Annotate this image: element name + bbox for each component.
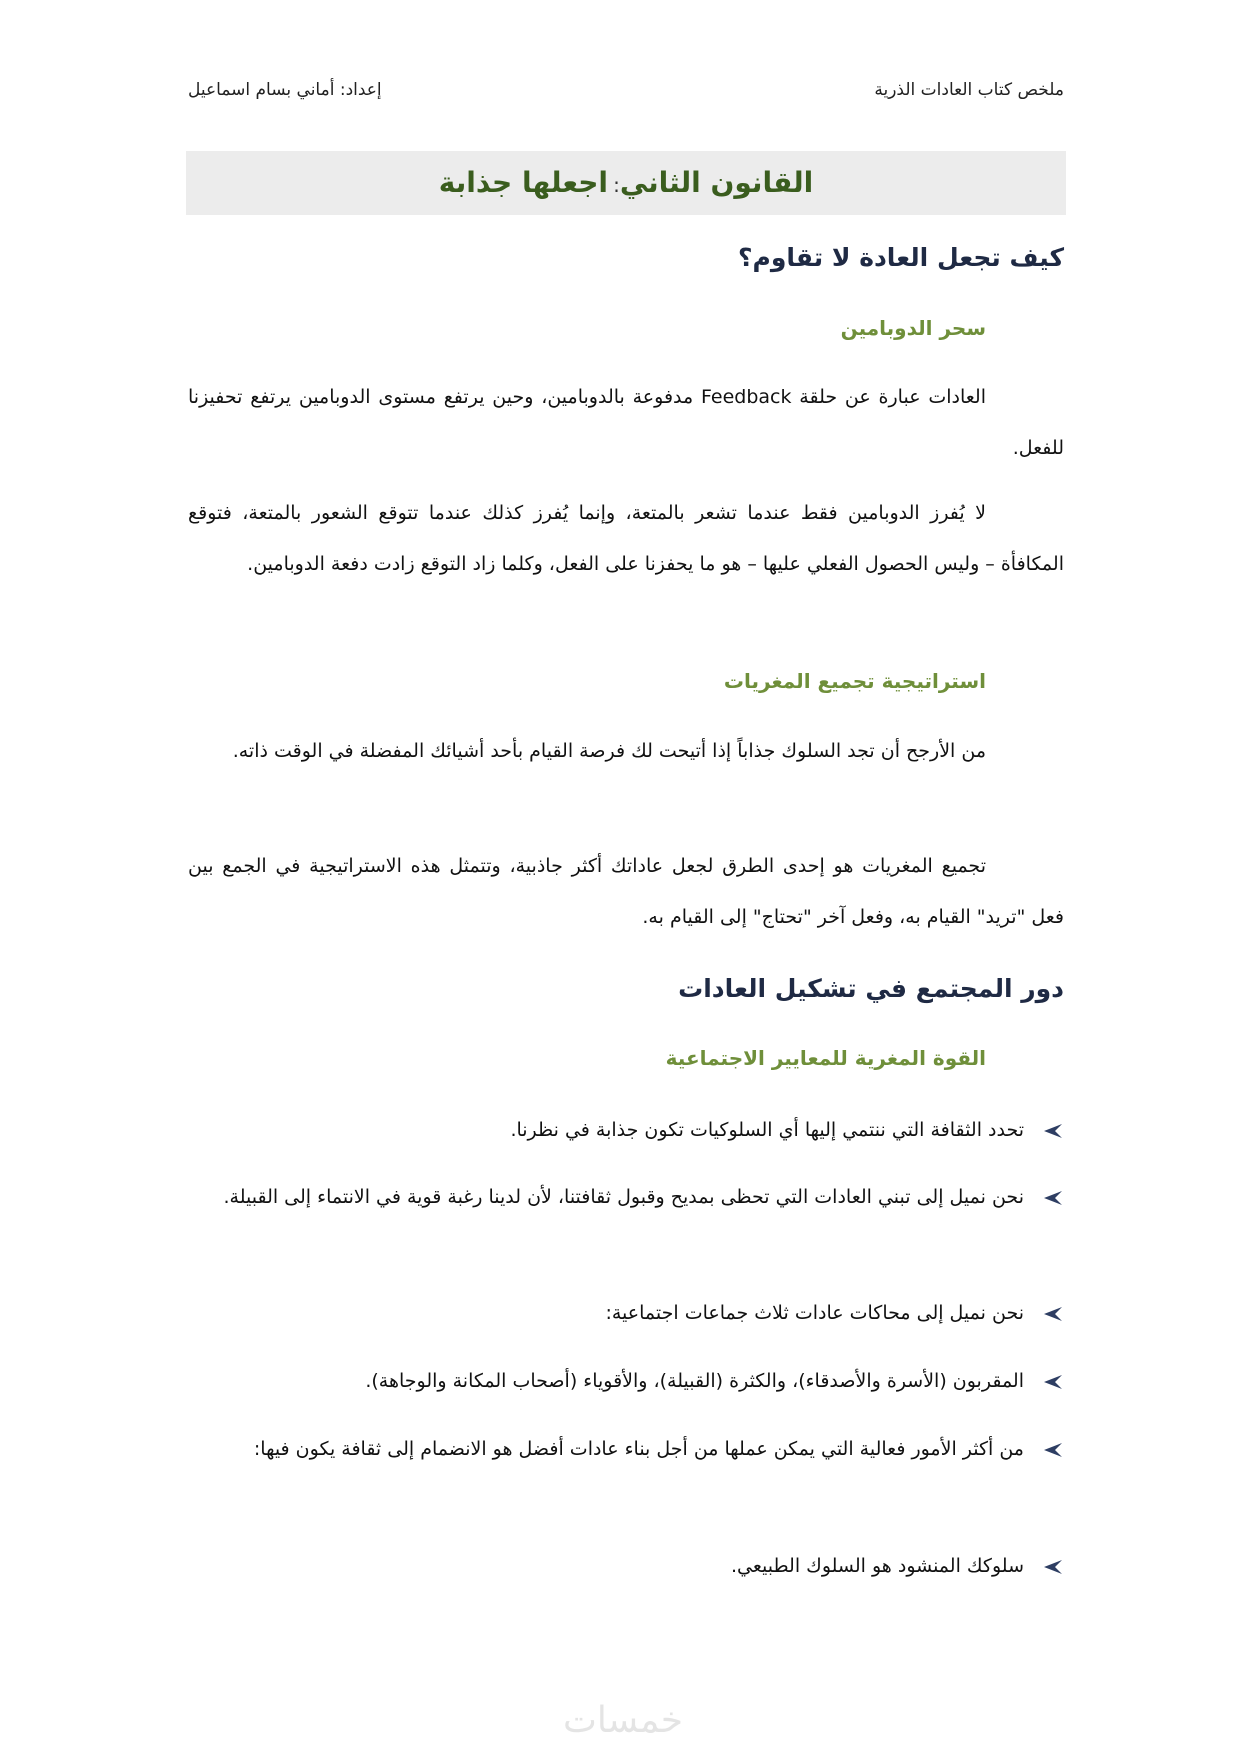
chapter-subtitle: اجعلها جذابة (438, 166, 608, 199)
arrow-bullet-icon (1040, 1356, 1064, 1407)
chapter-title-box (186, 151, 1066, 215)
paragraph-text: العادات عبارة عن حلقة Feedback مدفوعة بالدوبامين، وحين يرتفع مستوى الدوبامين يرتفع تحفيزنا للفعل. (188, 386, 1064, 459)
header-book-title: ملخص كتاب العادات الذرية (874, 80, 1064, 100)
arrow-bullet-icon (1040, 1172, 1064, 1223)
paragraph-text: لا يُفرز الدوبامين فقط عندما تشعر بالمتعة، وإنما يُفرز كذلك عندما تتوقع الشعور بالمتعة، فتوقع المكافأة – وليس الحصول الفعلي عليها – هو ما يحفزنا على الفعل، وكلما زاد التوقع زادت دفعة الدوبامين. (188, 502, 1064, 575)
list-item (188, 1541, 1064, 1592)
list-item (188, 1105, 1064, 1156)
arrow-bullet-icon (1040, 1288, 1064, 1339)
paragraph-text: تجميع المغريات هو إحدى الطرق لجعل عاداتك أكثر جاذبية، وتتمثل هذه الاستراتيجية في الجمع بين فعل "تريد" القيام به، وفعل آخر "تحتاج" إلى القيام به. (188, 855, 1064, 928)
chapter-title: القانون الثاني (619, 166, 814, 199)
list-item (188, 1172, 1064, 1223)
list-item-text: نحن نميل إلى محاكات عادات ثلاث جماعات اجتماعية: (605, 1302, 1024, 1324)
paragraph-dopamine-1 (188, 372, 1064, 474)
header-author: إعداد: أماني بسام اسماعيل (188, 80, 382, 100)
list-item (188, 1424, 1064, 1475)
list-item (188, 1288, 1064, 1339)
subheading-dopamine: سحر الدوبامين (840, 316, 986, 340)
chapter-title-colon: : (613, 173, 620, 197)
paragraph-bundling-1 (188, 726, 1064, 777)
arrow-bullet-icon (1040, 1105, 1064, 1156)
watermark-logo: خمسات (562, 1700, 684, 1741)
list-item (188, 1356, 1064, 1407)
paragraph-dopamine-2 (188, 488, 1064, 590)
list-item-text: تحدد الثقافة التي ننتمي إليها أي السلوكيات تكون جذابة في نظرنا. (510, 1119, 1024, 1141)
subheading-temptation-bundling: استراتيجية تجميع المغريات (723, 669, 986, 693)
section-heading-irresistible: كيف تجعل العادة لا تقاوم؟ (738, 243, 1064, 272)
list-item-text: نحن نميل إلى تبني العادات التي تحظى بمديح وقبول ثقافتنا، لأن لدينا رغبة قوية في الانتماء إلى القبيلة. (223, 1186, 1024, 1208)
paragraph-text: من الأرجح أن تجد السلوك جذاباً إذا أتيحت لك فرصة القيام بأحد أشيائك المفضلة في الوقت ذاته. (232, 740, 986, 762)
paragraph-bundling-2 (188, 841, 1064, 943)
list-item-text: المقربون (الأسرة والأصدقاء)، والكثرة (القبيلة)، والأقوياء (أصحاب المكانة والوجاهة). (365, 1370, 1024, 1392)
arrow-bullet-icon (1040, 1424, 1064, 1475)
list-item-text: سلوكك المنشود هو السلوك الطبيعي. (730, 1555, 1024, 1577)
subheading-social-norms: القوة المغرية للمعايير الاجتماعية (665, 1046, 986, 1070)
arrow-bullet-icon (1040, 1541, 1064, 1592)
list-item-text: من أكثر الأمور فعالية التي يمكن عملها من أجل بناء عادات أفضل هو الانضمام إلى ثقافة يكون فيها: (253, 1438, 1024, 1460)
section-heading-society: دور المجتمع في تشكيل العادات (678, 974, 1064, 1003)
